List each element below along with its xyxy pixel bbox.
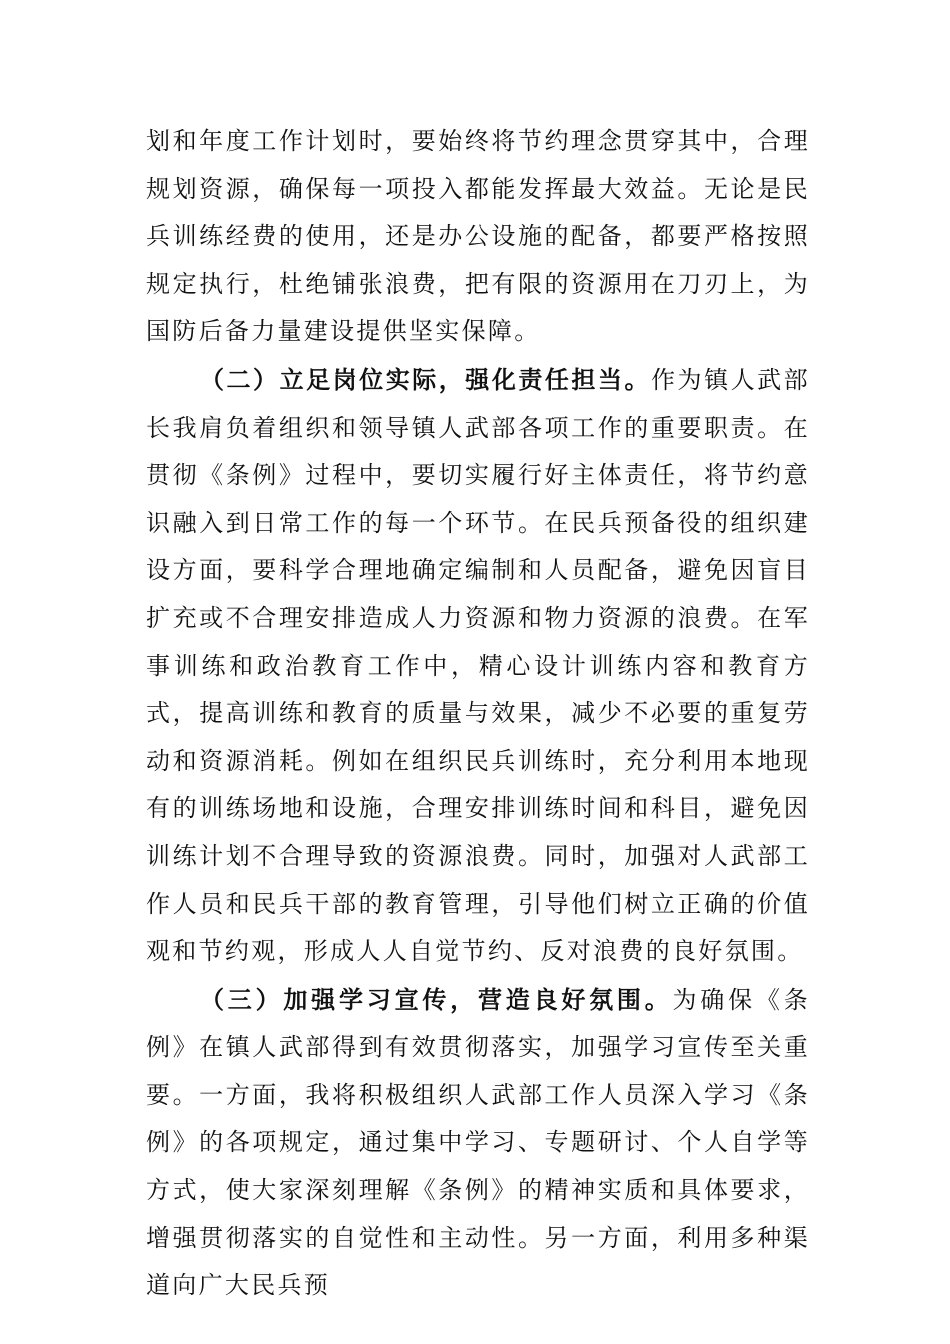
- document-body: [146, 118, 810, 1310]
- paragraph-3: [146, 976, 810, 1310]
- paragraph-2: [146, 356, 810, 976]
- paragraph-3-text: 为确保《条例》在镇人武部得到有效贯彻落实，加强学习宣传至关重要。一方面，我将积极组织人武部工作人员深入学习《条例》的各项规定，通过集中学习、专题研讨、个人自学等方式，使大家深刻理解《条例》的精神实质和具体要求，增强贯彻落实的自觉性和主动性。另一方面，利用多种渠道向广大民兵预: [146, 985, 810, 1300]
- paragraph-3-heading: （三）加强学习宣传，营造良好氛围。: [200, 984, 673, 1014]
- paragraph-2-heading: （二）立足岗位实际，强化责任担当。: [200, 364, 652, 394]
- paragraph-2-text: 作为镇人武部长我肩负着组织和领导镇人武部各项工作的重要职责。在贯彻《条例》过程中，要切实履行好主体责任，将节约意识融入到日常工作的每一个环节。在民兵预备役的组织建设方面，要科学合理地确定编制和人员配备，避免因盲目扩充或不合理安排造成人力资源和物力资源的浪费。在军事训练和政治教育工作中，精心设计训练内容和教育方式，提高训练和教育的质量与效果，减少不必要的重复劳动和资源消耗。例如在组织民兵训练时，充分利用本地现有的训练场地和设施，合理安排训练时间和科目，避免因训练计划不合理导致的资源浪费。同时，加强对人武部工作人员和民兵干部的教育管理，引导他们树立正确的价值观和节约观，形成人人自觉节约、反对浪费的良好氛围。: [146, 365, 810, 966]
- paragraph-1: [146, 118, 810, 356]
- paragraph-1-text: 划和年度工作计划时，要始终将节约理念贯穿其中，合理规划资源，确保每一项投入都能发挥最大效益。无论是民兵训练经费的使用，还是办公设施的配备，都要严格按照规定执行，杜绝铺张浪费，把有限的资源用在刀刃上，为国防后备力量建设提供坚实保障。: [146, 127, 810, 346]
